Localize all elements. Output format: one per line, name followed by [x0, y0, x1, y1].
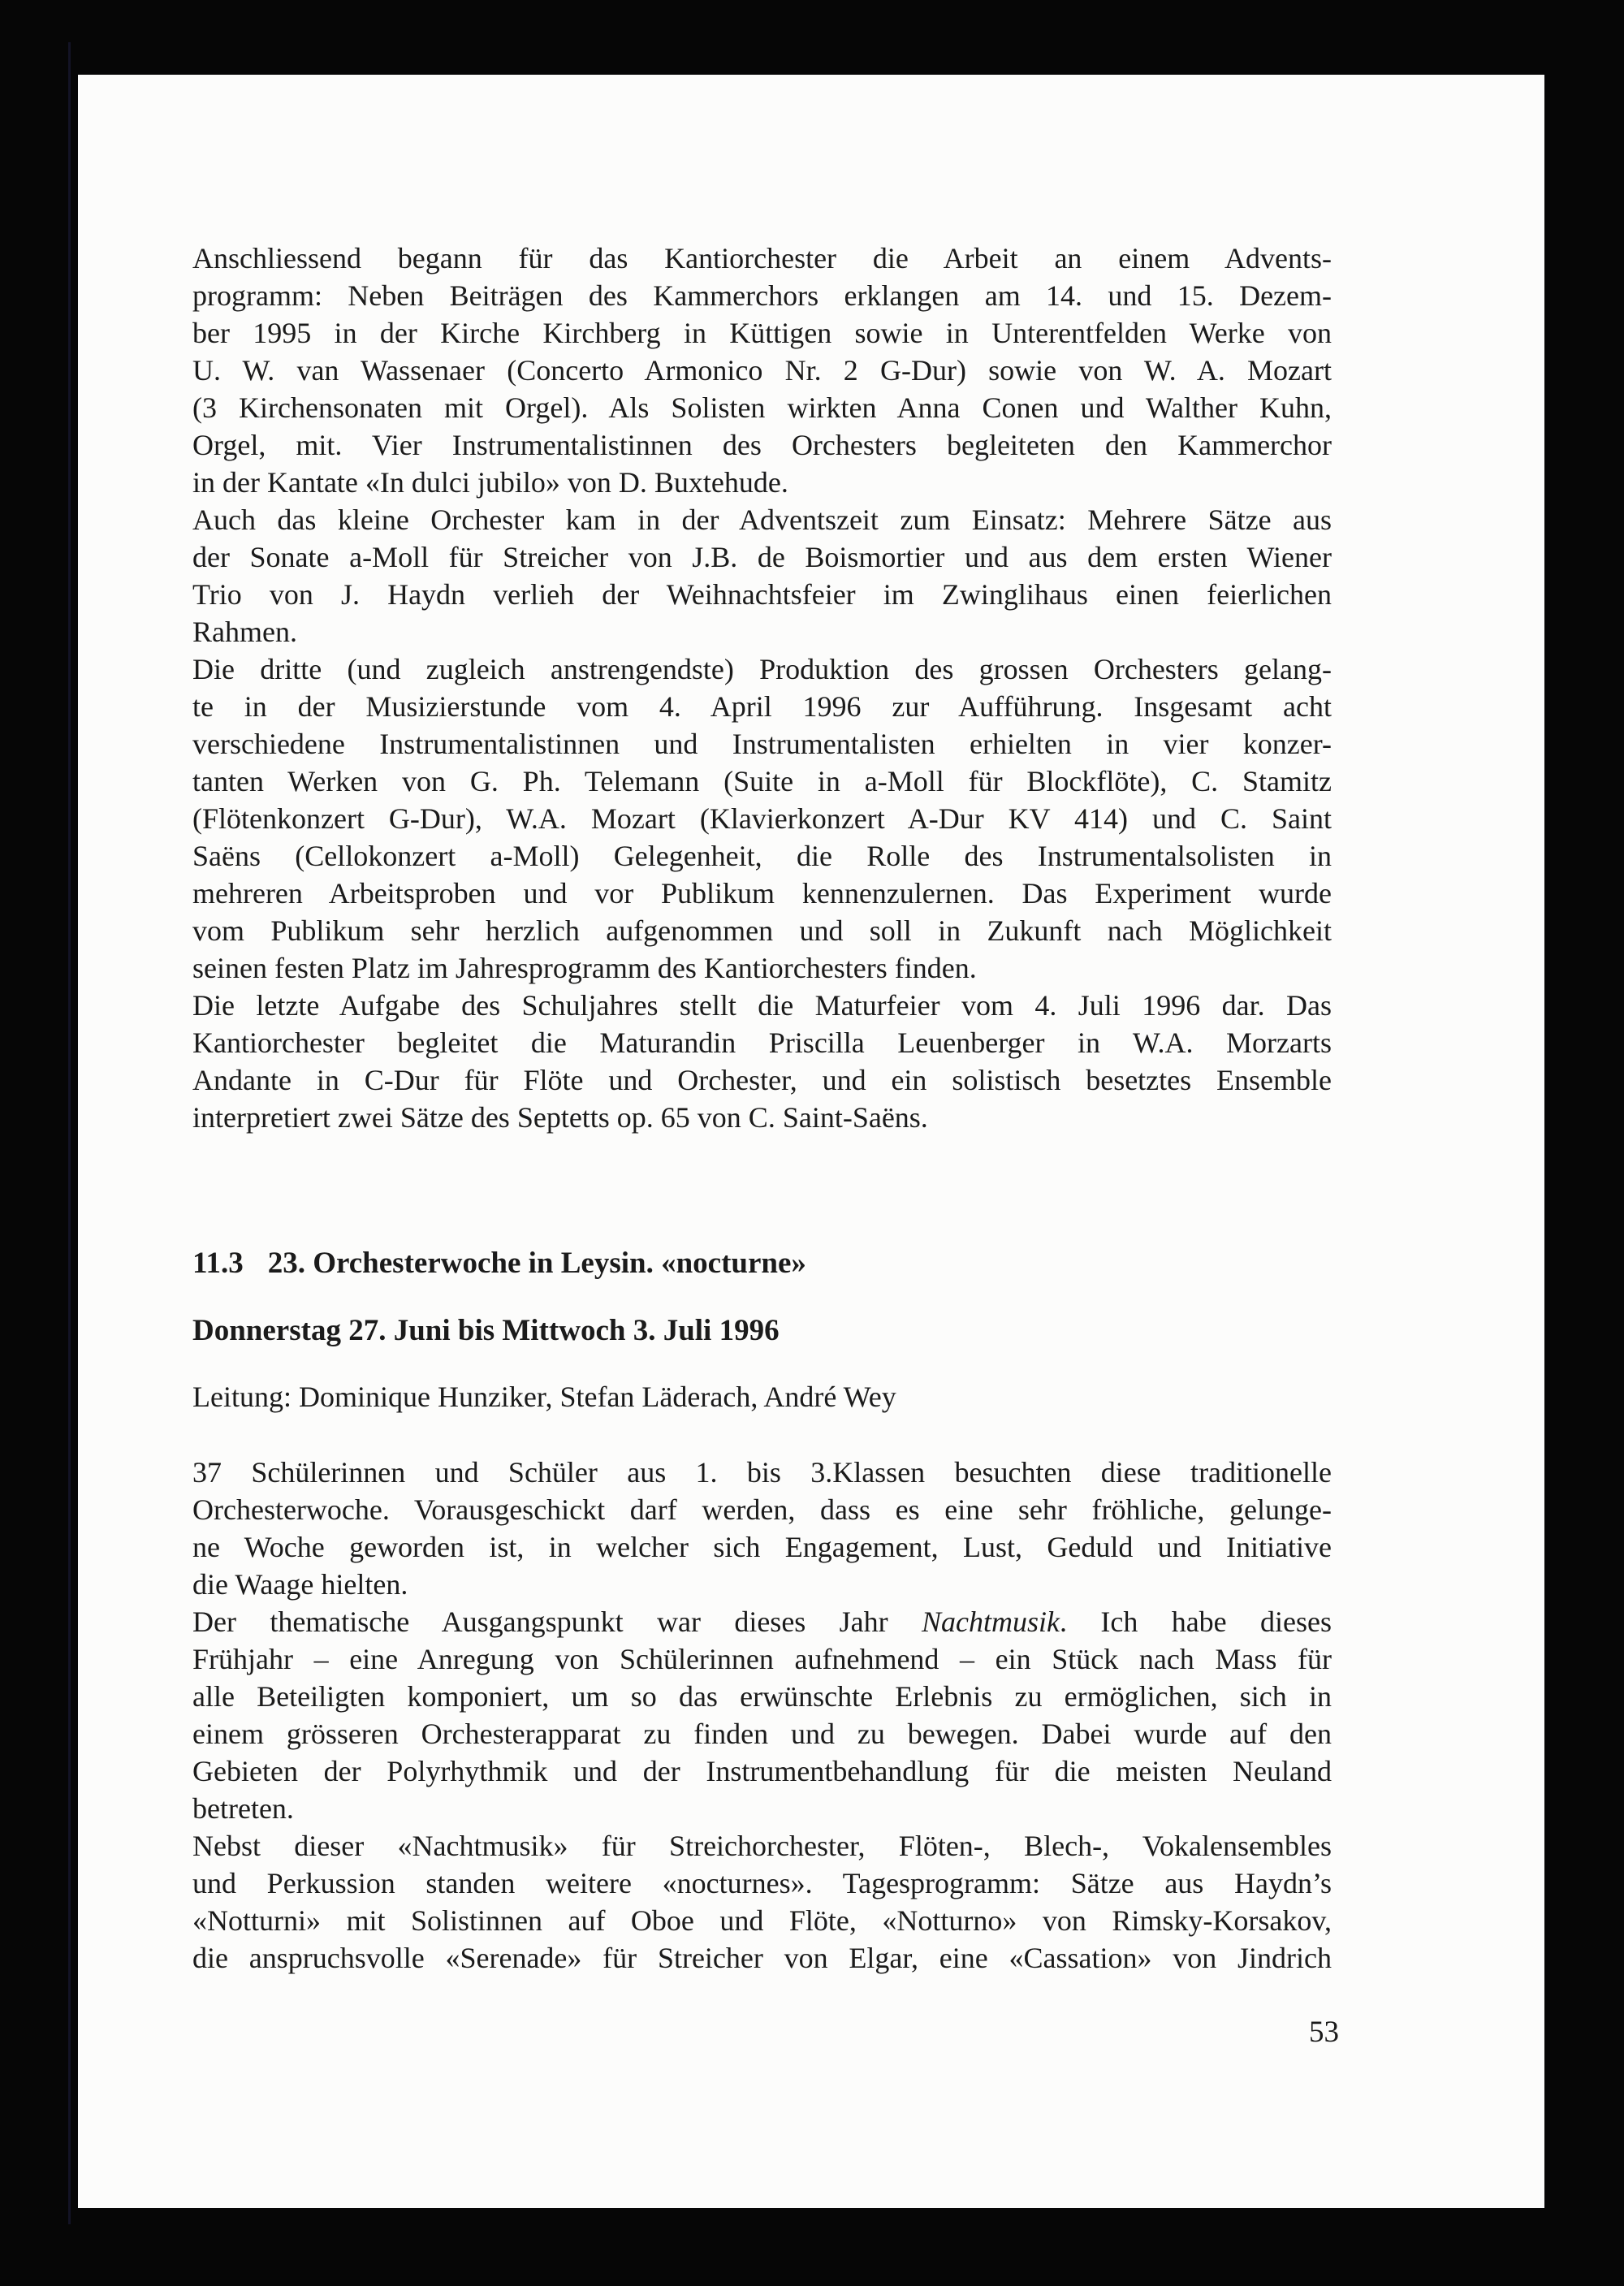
text-line: Orgel, mit. Vier Instrumentalistinnen des Orchesters begleiteten den Kammerchor: [192, 429, 1332, 461]
text-line: in der Kantate «In dulci jubilo» von D. Buxtehude.: [192, 466, 788, 499]
section-title: 23. Orchesterwoche in Leysin. «nocturne»: [267, 1247, 806, 1280]
text-line: die Waage hielten.: [192, 1568, 408, 1601]
text-line: programm: Neben Beiträgen des Kammerchors erklangen am 14. und 15. Dezem-: [192, 279, 1332, 312]
text-line: Andante in C-Dur für Flöte und Orchester, und ein solistisch besetztes Ensemble: [192, 1064, 1332, 1096]
text-line: mehreren Arbeitsproben und vor Publikum kennenzulernen. Das Experiment wurde: [192, 877, 1332, 910]
text-line: tanten Werken von G. Ph. Telemann (Suite in a-Moll für Blockflöte), C. Stamitz: [192, 765, 1332, 797]
leitung-line: Leitung: Dominique Hunziker, Stefan Läderach, André Wey: [192, 1381, 896, 1413]
text-line: Die letzte Aufgabe des Schuljahres stellt die Maturfeier vom 4. Juli 1996 dar. Das: [192, 989, 1332, 1022]
text-line: (Flötenkonzert G-Dur), W.A. Mozart (Klavierkonzert A-Dur KV 414) und C. Saint: [192, 802, 1332, 835]
text-line: Nebst dieser «Nachtmusik» für Streichorchester, Flöten-, Blech-, Vokalensembles: [192, 1830, 1332, 1862]
body-content: [192, 240, 1332, 1977]
date-heading: Donnerstag 27. Juni bis Mittwoch 3. Juli 1996: [192, 1314, 780, 1347]
page-number: 53: [1309, 2016, 1339, 2049]
text-line: Trio von J. Haydn verlieh der Weihnachtsfeier im Zwinglihaus einen feierlichen: [192, 578, 1332, 611]
text-line: Kantiorchester begleitet die Maturandin Priscilla Leuenberger in W.A. Morzarts: [192, 1026, 1332, 1059]
text-line: U. W. van Wassenaer (Concerto Armonico Nr. 2 G-Dur) sowie von W. A. Mozart: [192, 354, 1332, 387]
scanned-page: [78, 75, 1544, 2208]
text-line: die anspruchsvolle «Serenade» für Streicher von Elgar, eine «Cassation» von Jindrich: [192, 1942, 1332, 1974]
text-line: te in der Musizierstunde vom 4. April 1996 zur Aufführung. Insgesamt acht: [192, 690, 1332, 723]
text-line: Auch das kleine Orchester kam in der Adventszeit zum Einsatz: Mehrere Sätze aus: [192, 503, 1332, 536]
text-line: [192, 1603, 1332, 1640]
text-line: betreten.: [192, 1792, 294, 1825]
text-line: interpretiert zwei Sätze des Septetts op. 65 von C. Saint-Saëns.: [192, 1101, 928, 1134]
paragraph-dritte-produktion: [192, 650, 1332, 987]
text-line: Orchesterwoche. Vorausgeschickt darf werden, dass es eine sehr fröhliche, gelunge-: [192, 1493, 1332, 1526]
text-line: 37 Schülerinnen und Schüler aus 1. bis 3.Klassen besuchten diese traditionelle: [192, 1456, 1332, 1489]
paragraph-nocturnes: [192, 1827, 1332, 1977]
text-line: Frühjahr – eine Anregung von Schülerinnen aufnehmend – ein Stück nach Mass für: [192, 1643, 1332, 1675]
text-line: ber 1995 in der Kirche Kirchberg in Küttigen sowie in Unterentfelden Werke von: [192, 317, 1332, 349]
text-line: einem grösseren Orchesterapparat zu finden und zu bewegen. Dabei wurde auf den: [192, 1718, 1332, 1750]
text-line: vom Publikum sehr herzlich aufgenommen und soll in Zukunft nach Möglichkeit: [192, 914, 1332, 947]
text-line: Die dritte (und zugleich anstrengendste) Produktion des grossen Orchesters gelang-: [192, 653, 1332, 685]
text-segment: . Ich habe dieses: [1060, 1605, 1332, 1638]
paragraph-maturfeier: [192, 987, 1332, 1136]
text-line: Rahmen.: [192, 616, 297, 648]
section-heading: [192, 1245, 1332, 1282]
paragraph-nachtmusik: [192, 1603, 1332, 1827]
text-line: verschiedene Instrumentalistinnen und Instrumentalisten erhielten in vier konzer-: [192, 728, 1332, 760]
paragraph-schuelerinnen: [192, 1454, 1332, 1603]
text-segment: Der thematische Ausgangspunkt war dieses Jahr: [192, 1605, 922, 1638]
text-line: der Sonate a-Moll für Streicher von J.B. de Boismortier und aus dem ersten Wiener: [192, 541, 1332, 573]
paragraph-adventsprogramm: [192, 240, 1332, 501]
text-line: (3 Kirchensonaten mit Orgel). Als Solisten wirkten Anna Conen und Walther Kuhn,: [192, 391, 1332, 424]
text-line: «Notturni» mit Solistinnen auf Oboe und Flöte, «Notturno» von Rimsky-Korsakov,: [192, 1904, 1332, 1937]
text-line: alle Beteiligten komponiert, um so das erwünschte Erlebnis zu ermöglichen, sich in: [192, 1680, 1332, 1713]
text-line: und Perkussion standen weitere «nocturnes». Tagesprogramm: Sätze aus Haydn’s: [192, 1867, 1332, 1899]
paragraph-kleines-orchester: [192, 501, 1332, 650]
text-line: Gebieten der Polyrhythmik und der Instrumentbehandlung für die meisten Neuland: [192, 1755, 1332, 1787]
italic-text-segment: Nachtmusik: [922, 1605, 1060, 1638]
text-line: Anschliessend begann für das Kantiorchester die Arbeit an einem Advents-: [192, 242, 1332, 274]
text-line: Saëns (Cellokonzert a-Moll) Gelegenheit, die Rolle des Instrumentalsolisten in: [192, 840, 1332, 872]
text-line: ne Woche geworden ist, in welcher sich Engagement, Lust, Geduld und Initiative: [192, 1531, 1332, 1563]
section-number: 11.3: [192, 1247, 244, 1280]
text-line: seinen festen Platz im Jahresprogramm des Kantiorchesters finden.: [192, 952, 977, 984]
